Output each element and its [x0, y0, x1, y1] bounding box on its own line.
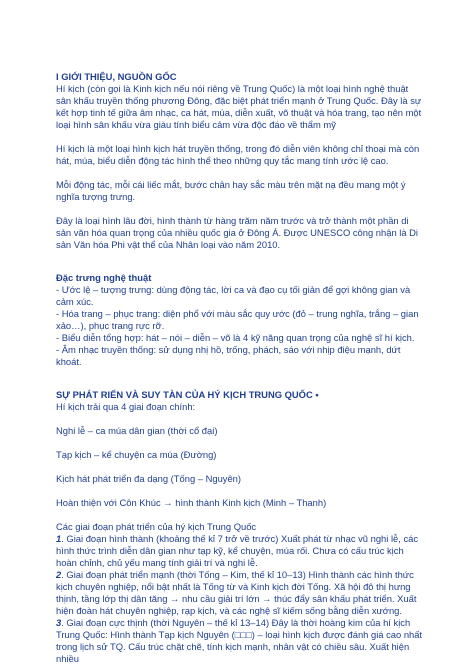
feature-bullet-3: - Biểu diễn tổng hợp: hát – nói – diễn – võ là 4 kỹ năng quan trọng của nghệ sĩ hí kịch. — [56, 332, 415, 343]
intro-paragraph-1: Hí kịch (còn gọi là Kinh kịch nếu nói riêng về Trung Quốc) là một loại hình nghệ thuật sân khấu truyền thống phương Đông, đặc biệt phát triển mạnh ở Trung Quốc. Đây là sự kết hợp tinh tế giữa âm nhạc, ca hát, múa, diễn xuất, võ thuật và hóa trang, tạo nên một loại hình sân khấu vừa giàu tính biểu cảm vừa độc đáo về thẩm mỹ — [56, 83, 422, 130]
feature-bullet-4: - Âm nhạc truyền thống: sử dụng nhị hồ, trống, phách, sáo với nhịp điệu mạnh, dứt khoát. — [56, 344, 401, 367]
detail-heading: Các giai đoạn phát triển của hý kịch Trung Quốc — [56, 521, 257, 532]
section-heading-intro: I GIỚI THIỆU, NGUỒN GỐC — [56, 71, 177, 82]
stage-2: Tạp kịch – kể chuyện ca múa (Đường) — [56, 449, 217, 460]
intro-paragraph-3: Mỗi động tác, mỗi cái liếc mắt, bước chân hay sắc màu trên mặt nạ đều mang một ý nghĩa tượng trưng. — [56, 179, 406, 202]
stage-3: Kịch hát phát triển đa dạng (Tống – Nguyên) — [56, 473, 242, 484]
intro-paragraph-4: Đây là loại hình lâu đời, hình thành từ hàng trăm năm trước và trở thành một phần di sản văn hóa quan trọng của nhiều quốc gia ở Đông Á. Được UNESCO công nhận là Di sản Văn hóa Phi vật thể của Nhân loại vào năm 2010. — [56, 215, 419, 250]
stage-4: Hoàn thiện với Côn Khúc → hình thành Kinh kịch (Minh – Thanh) — [56, 497, 327, 508]
stage-1: Nghi lễ – ca múa dân gian (thời cổ đại) — [56, 425, 218, 436]
development-intro: Hí kịch trải qua 4 giai đoạn chính: — [56, 401, 196, 412]
detail-item-1 — [56, 533, 424, 569]
feature-bullet-2: - Hóa trang – phục trang: diện phổ với màu sắc quy ước (đỏ – trung nghĩa, trắng – gian xảo…), phục trang rực rỡ. — [56, 308, 419, 331]
section-heading-features: Đặc trưng nghệ thuật — [56, 272, 152, 283]
detail-item-1-text: . Giai đoạn hình thành (khoảng thế kỉ 7 trở về trước) Xuất phát từ nhạc vũ nghi lễ, các hình thức trình diễn dân gian như tạp kỹ, kể chuyện, múa rối. Chưa có cấu trúc kịch hoàn chỉnh, chủ yếu mang tính giải trí và nghi lễ. — [56, 533, 419, 568]
detail-item-2-text: . Giai đoạn phát triển mạnh (thời Tống – Kim, thế kỉ 10–13) Hình thành các hình thức kịch chuyên nghiệp, nổi bật nhất là Tống từ và Kinh kịch đời Tống. Xã hội đô thị hưng thịnh, tầng lớp thị dân tăng → nhu cầu giải trí lớn → thúc đẩy sân khấu phát triển. Xuất hiện đoàn hát chuyên nghiệp, rạp kịch, và các nghệ sĩ kiếm sống bằng diễn xướng. — [56, 569, 417, 616]
detail-item-1-number: 1 — [56, 533, 62, 544]
detail-item-3-number: 3 — [56, 617, 62, 628]
section-heading-development: SỰ PHÁT RIỂN VÀ SUY TÀN CỦA HÝ KỊCH TRUNG QUỐC • — [56, 389, 319, 400]
detail-item-2 — [56, 569, 424, 617]
intro-paragraph-2: Hí kịch là một loại hình kịch hát truyền thống, trong đó diễn viên không chỉ thoại mà còn hát, múa, biểu diễn động tác hình thể theo những quy tắc mang tính ước lệ cao. — [56, 143, 420, 166]
feature-bullet-1: - Ước lệ – tượng trưng: dùng động tác, lời ca và đạo cụ tối giản để gợi không gian và cảm xúc. — [56, 284, 411, 307]
detail-item-3 — [56, 617, 424, 665]
detail-item-2-number: 2 — [56, 569, 62, 580]
detail-item-3-text: . Giai đoạn cực thịnh (thời Nguyên – thế kỉ 13–14) Đây là thời hoàng kim của hí kịch Trung Quốc: Hình thành Tạp kịch Nguyên (□□□) – loại hình kịch được đánh giá cao nhất trong lịch sử TQ. Cấu trúc chặt chẽ, tính kịch mạnh, nhân vật có chiều sâu. Xuất hiện nhiều — [56, 617, 423, 664]
